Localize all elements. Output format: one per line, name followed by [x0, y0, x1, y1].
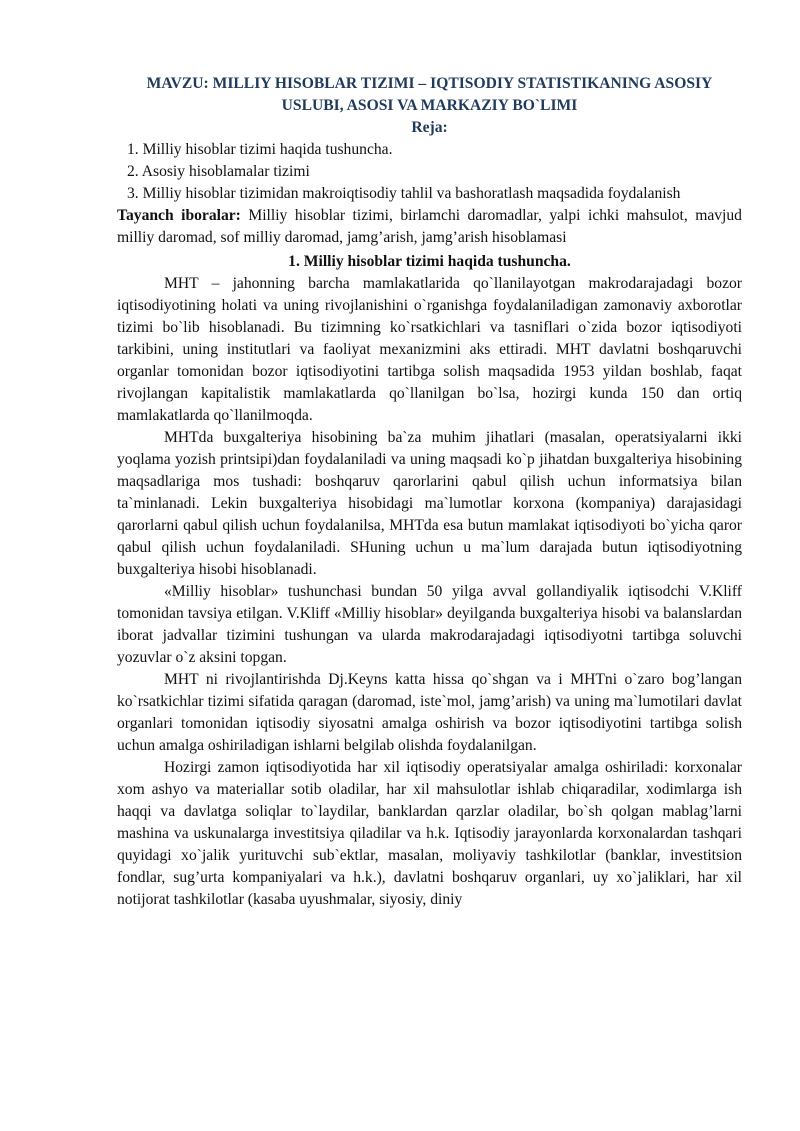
document-title: MAVZU: MILLIY HISOBLAR TIZIMI – IQTISODIY STATISTIKANING ASOSIY USLUBI, ASOSI VA MARKAZIY BO`LIMI: [146, 75, 713, 114]
plan-heading: Reja:: [411, 119, 448, 136]
body-paragraph: MHT ni rivojlantirishda Dj.Keyns katta hissa qo`shgan va i MHTni o`zaro bog’langan ko`rsatkichlar tizimi sifatida qaragan (daromad, iste`mol, jamg’arish) va uning ma`lumotilari davlat organlari tomonidan iqtisodiy siyosatni amalga oshirish va bozor iqtisodiyotini tartibga solish uchun amalga oshiriladigan ishlarni belgilab olishda foydalanilgan.: [117, 671, 742, 754]
keywords-label: Tayanch iboralar:: [117, 207, 241, 224]
body-paragraph: «Milliy hisoblar» tushunchasi bundan 50 yilga avval gollandiyalik iqtisodchi V.Kliff tomonidan tavsiya etilgan. V.Kliff «Milliy hisoblar» deyilganda buxgalteriya hisobi va balanslardan iborat jadvallar tizimini tushungan va ularda makrodarajadagi iqtisodiyotni tartibga soluvchi yozuvlar o`z aksini topgan.: [117, 583, 742, 666]
body-paragraph: MHTda buxgalteriya hisobining ba`za muhim jihatlari (masalan, operatsiyalarni ikki yoqlama yozish printsipi)dan foydalaniladi va uning maqsadi ko`p jihatdan buxgalteriya hisobining maqsadlariga mos tushadi: boshqaruv qarorlarini qabul qilish uchun informatsiya bilan ta`minlanadi. Lekin buxgalteriya hisobidagi ma`lumotlar korxona (kompaniya) darajasidagi qarorlarni qabul qilish uchun foydalanilsa, MHTda esa butun mamlakat iqtisodiyoti bo`yicha qaror qabul qilish uchun foydalaniladi. SHuning uchun u ma`lum darajada butun iqtisodiyotning buxgalteriya hisobi hisoblanadi.: [117, 429, 742, 578]
plan-item: 2. Asosiy hisoblamalar tizimi: [127, 163, 310, 180]
section-heading: 1. Milliy hisoblar tizimi haqida tushuncha.: [288, 253, 571, 270]
body-paragraph: Hozirgi zamon iqtisodiyotida har xil iqtisodiy operatsiyalar amalga oshiriladi: korxonalar xom ashyo va materiallar sotib oladilar, har xil mahsulotlar ishlab chiqaradilar, xodimlarga ish haqqi va davlatga soliqlar to`laydilar, banklardan qarzlar oladilar, bo`sh qolgan mablag’larni mashina va uskunalarga investitsiya qiladilar va h.k. Iqtisodiy jarayonlarda korxonalardan tashqari quyidagi xo`jalik yurituvchi sub`ektlar, masalan, moliyaviy tashkilotlar (banklar, investitsion fondlar, sug’urta kompaniyalari va h.k.), davlatni boshqaruv organlari, uy xo`jaliklari, har xil notijorat tashkilotlar (kasaba uyushmalar, siyosiy, diniy: [117, 759, 742, 908]
keywords-text: Milliy hisoblar tizimi, birlamchi daromadlar, yalpi ichki mahsulot, mavjud milliy daromad, sof milliy daromad, jamg’arish, jamg’arish hisoblamasi: [117, 207, 742, 246]
plan-list: [117, 139, 742, 205]
plan-item: 1. Milliy hisoblar tizimi haqida tushuncha.: [127, 141, 393, 158]
document-page: [117, 73, 742, 911]
plan-item: 3. Milliy hisoblar tizimidan makroiqtisodiy tahlil va bashoratlash maqsadida foydalanish: [127, 185, 681, 202]
body-paragraph: MHT – jahonning barcha mamlakatlarida qo`llanilayotgan makrodarajadagi bozor iqtisodiyotining holati va uning rivojlanishini o`rganishga foydalaniladigan zamonaviy axborotlar tizimi bo`lib hisoblanadi. Bu tizimning ko`rsatkichlari va tasniflari o`zida bozor iqtisodiyoti tarkibini, uning institutlari va faoliyat mexanizmini aks ettiradi. MHT davlatni boshqaruvchi organlar tomonidan bozor iqtisodiyotini tartibga solish maqsadida 1953 yildan boshlab, faqat rivojlangan kapitalistik mamlakatlarda qo`llanilgan bo`lsa, hozirgi kunda 150 dan ortiq mamlakatlarda qo`llanilmoqda.: [117, 275, 742, 424]
keywords-paragraph: [117, 205, 742, 249]
